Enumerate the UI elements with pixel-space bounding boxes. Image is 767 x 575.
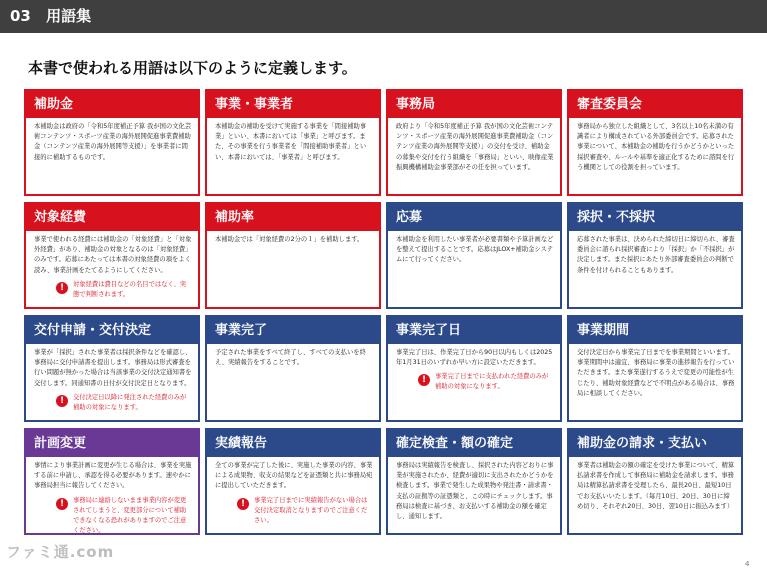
glossary-card xyxy=(24,428,200,535)
glossary-card xyxy=(567,89,743,196)
card-title: 事業完了 xyxy=(207,317,379,344)
warning-note xyxy=(56,393,192,413)
glossary-card xyxy=(205,428,381,535)
glossary-card xyxy=(24,89,200,196)
card-body: 事情により事業計画に変更が生じる場合は、事業を実施する前に申請し、承認を得る必要があります。速やかに事務局担当に報告してください。 xyxy=(34,462,192,490)
warning-note xyxy=(56,280,192,300)
card-body: 事業で使われる経費には補助金の「対象経費」と「対象外経費」があり、補助金の対象となるのは「対象経費」のみです。応募にあたっては本書の対象経費の項をよく読み、事業計画をたてるようにしてください。 xyxy=(34,236,192,274)
watermark-logo: ファミ通.com xyxy=(6,543,115,561)
glossary-card xyxy=(24,202,200,309)
card-title: 採択・不採択 xyxy=(569,204,741,231)
card-title: 交付申請・交付決定 xyxy=(26,317,198,344)
warning-text: 事務局に連絡しないまま事業内容が変更されてしまうと、変更部分について補助できなくなる恐れがありますのでご注意ください。 xyxy=(73,496,187,534)
card-body: 本補助金は政府の「令和5年度補正予算 我が国の文化芸術コンテンツ・スポーツ産業の海外展開促進事業費補助金（コンテンツ産業の海外展開等支援）」を事業者に間接的に補助するものです。 xyxy=(34,123,192,161)
header-bar xyxy=(0,0,767,33)
page-number: 4 xyxy=(745,560,750,568)
warning-note xyxy=(237,496,373,526)
card-body: 事務局は実績報告を検査し、採択された内容どおりに事業が実施されたか、経費が適切に支出されたかどうかを検査します。事業で発生した成果物や発注書・請求書・支払の証拠等の証憑類と、この時にチェックします。事務局は検査に基づき、お支払いする補助金の額を確定し、通知します。 xyxy=(396,462,554,521)
card-body: 本補助金を利用したい事業者が必要書類や予算計画などを整えて提出することです。応募はJLOX+補助金システムにて行ってください。 xyxy=(396,236,554,264)
exclamation-icon: ! xyxy=(56,498,68,510)
exclamation-icon: ! xyxy=(56,395,68,407)
card-title: 事業期間 xyxy=(569,317,741,344)
glossary-card xyxy=(567,428,743,535)
card-body: 政府より「令和5年度補正予算 我が国の文化芸術コンテンツ・スポーツ産業の海外展開促進事業費補助金（コンテンツ産業の海外展開等支援）」の交付を受け、補助金の募集や交付を行う組織を「事務局」といい、映像産業振興機構補助金事業部がその任を担っています。 xyxy=(396,123,554,171)
card-body: 本補助金の補助を受けて実施する事業を「間接補助事業」といい、本書においては「事業」と呼びます。また、その事業を行う事業者を「間接補助事業者」といい、本書においては、「事業者」と呼びます。 xyxy=(215,123,367,161)
glossary-card xyxy=(567,315,743,422)
card-title: 補助金の請求・支払い xyxy=(569,430,741,457)
warning-text: 事業完了日までに支払われた経費のみが補助の対象になります。 xyxy=(435,373,549,391)
card-title: 審査委員会 xyxy=(569,91,741,118)
exclamation-icon: ! xyxy=(418,374,430,386)
card-body: 交付決定日から事業完了日までを事業期間といいます。事業期間中は適宜、事務局に事業の進捗報告を行っていただきます。また事業遂行するうえで変更の可能性が生じたり、補助対象経費などで不明点がある場合は、事務局に相談してください。 xyxy=(577,349,735,397)
card-title: 対象経費 xyxy=(26,204,198,231)
glossary-card xyxy=(24,315,200,422)
warning-text: 事業完了日までに実績報告がない場合は交付決定取消となりますのでご注意ください。 xyxy=(254,496,368,524)
card-title: 事務局 xyxy=(388,91,560,118)
card-title: 補助金 xyxy=(26,91,198,118)
card-title: 実績報告 xyxy=(207,430,379,457)
glossary-card xyxy=(386,202,562,309)
card-body: 事業者は補助金の額の確定を受けた事業について、精算払請求書を作成して事務局に補助金を請求します。事務局は精算払請求書を受理したら、最長20日、最短10日でお支払いいたします。（毎月10日、20日、30日に締め切り、それぞれ20日、30日、翌10日に振込みます） xyxy=(577,462,735,510)
section-number: 03 xyxy=(10,7,31,25)
card-body: 応募された事業は、決められた締切日に締切られ、審査委員会に諮られ採択審査により「採択」か「不採択」が決定します。また採択にあたり外部審査委員会の判断で条件を付けられることもあります。 xyxy=(577,236,735,274)
glossary-card xyxy=(205,315,381,422)
warning-note xyxy=(56,496,192,535)
glossary-card xyxy=(205,202,381,309)
card-body: 全ての事業が完了した後に、実施した事業の内容、事業による成果物、収支の結果などを証憑類と共に事務局宛に提出していただきます。 xyxy=(215,462,373,490)
warning-text: 対象経費は費目などの名目ではなく、実態で判断されます。 xyxy=(73,280,187,298)
card-title: 補助率 xyxy=(207,204,379,231)
card-body: 予定された事業をすべて終了し、すべての支払いを終え、実績報告をすることです。 xyxy=(215,349,366,367)
card-body: 事業が「採択」された事業者は採択条件などを確認し、事務局に交付申請書を提出します。事務局は形式審査を行い問題が無かった場合は当該事業の交付決定通知書を交付します。同通知書の日付が交付決定日となります。 xyxy=(34,349,192,387)
glossary-card xyxy=(386,89,562,196)
card-body: 事務局から独立した組織として、3名以上10名未満の有識者により構成されている外部委員会です。応募された事業について、本補助金の補助を行うかどうかといった採択審査や、ルールや基準を適正化するために諮問を行う機関としての役割を担っています。 xyxy=(577,123,735,171)
glossary-card xyxy=(386,315,562,422)
glossary-card xyxy=(386,428,562,535)
lead-text: 本書で使われる用語は以下のように定義します。 xyxy=(28,59,357,77)
warning-note xyxy=(418,372,554,392)
section-title: 用語集 xyxy=(46,7,92,25)
card-body: 本補助金では「対象経費の2分の１」を補助します。 xyxy=(215,236,364,243)
glossary-card xyxy=(567,202,743,309)
glossary-card xyxy=(205,89,381,196)
exclamation-icon: ! xyxy=(237,498,249,510)
card-title: 応募 xyxy=(388,204,560,231)
card-body: 事業完了日は、作業完了日から90日以内もしくは2025年1月31日のいずれか早い方に設定いただきます。 xyxy=(396,349,553,367)
card-title: 事業・事業者 xyxy=(207,91,379,118)
card-title: 確定検査・額の確定 xyxy=(388,430,560,457)
card-title: 事業完了日 xyxy=(388,317,560,344)
exclamation-icon: ! xyxy=(56,282,68,294)
warning-text: 交付決定日以降に発注された経費のみが補助の対象になります。 xyxy=(73,393,187,411)
card-title: 計画変更 xyxy=(26,430,198,457)
